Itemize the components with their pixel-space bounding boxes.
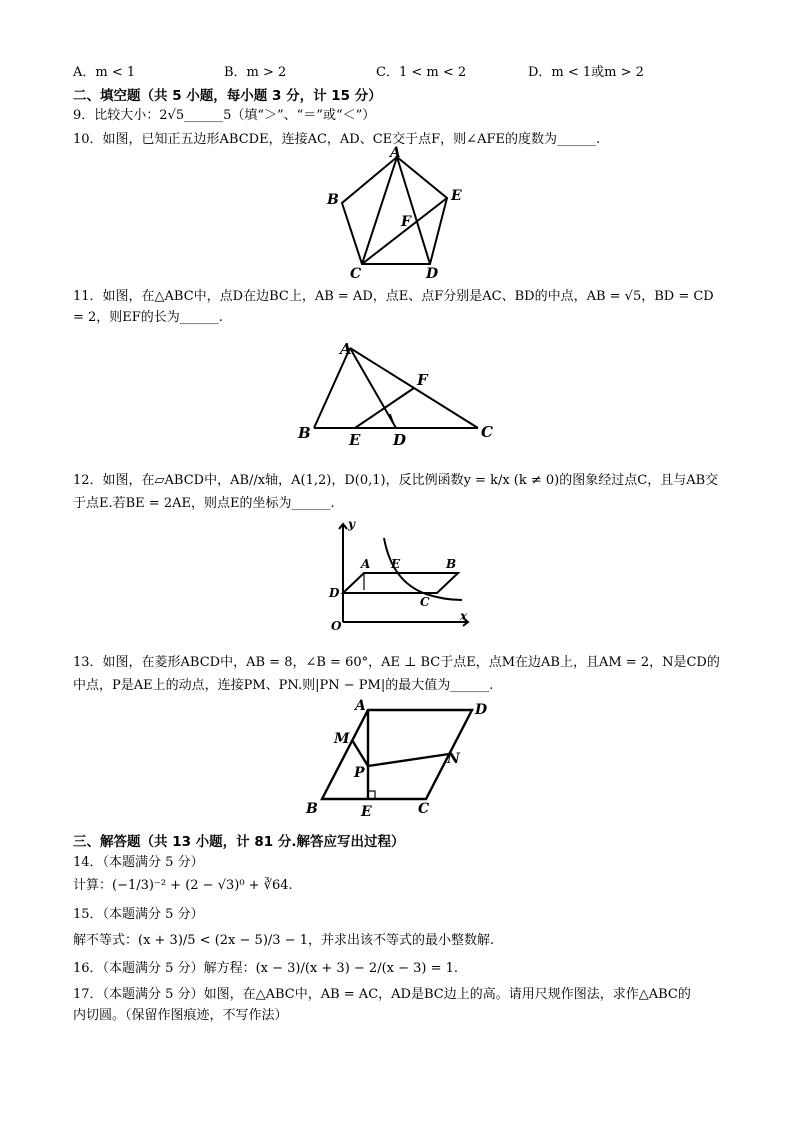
question-15-body: 解不等式：(x + 3)/5 < (2x − 5)/3 − 1，并求出该不等式的最小整数解.	[73, 933, 495, 948]
fig10-label-f: F	[401, 214, 411, 230]
fig12-label-c: C	[420, 595, 430, 609]
fig13-label-p: P	[354, 765, 365, 781]
option-a: A．m < 1	[73, 65, 136, 80]
fig11-label-d: D	[393, 431, 407, 448]
fig13-label-m: M	[334, 731, 350, 747]
question-16: 16．（本题满分 5 分）解方程：(x − 3)/(x + 3) − 2/(x − 3) = 1.	[73, 961, 459, 976]
fig12-label-e: E	[391, 557, 401, 571]
fig13-label-e: E	[361, 804, 372, 820]
fig12-label-b: B	[446, 557, 457, 571]
section-2-title: 二、填空题（共 5 小题，每小题 3 分，计 15 分）	[73, 88, 382, 104]
fig13-label-d: D	[475, 702, 488, 718]
fig10-label-c: C	[350, 266, 362, 282]
figure-q12-coordinate	[326, 516, 476, 638]
option-c: C．1 < m < 2	[376, 65, 467, 80]
fig12-label-o: O	[331, 619, 342, 633]
question-17-line-1: 17．（本题满分 5 分）如图，在△ABC中，AB = AC，AD是BC边上的高。请用尺规作图法，求作△ABC的	[73, 987, 691, 1002]
fig11-label-c: C	[481, 423, 493, 441]
fig11-label-f: F	[417, 371, 428, 389]
fig11-label-a: A	[340, 340, 352, 358]
fig10-label-b: B	[327, 192, 339, 208]
figure-q10-pentagon	[320, 143, 470, 283]
fig12-label-y: y	[348, 517, 355, 531]
fig12-label-x: x	[460, 609, 468, 623]
fig10-label-a: A	[390, 145, 401, 161]
option-d: D．m < 1或m > 2	[528, 65, 644, 80]
section-3-title: 三、解答题（共 13 小题，计 81 分.解答应写出过程）	[73, 834, 405, 850]
fig12-label-a: A	[361, 557, 371, 571]
question-14-header: 14．（本题满分 5 分）	[73, 855, 204, 870]
figure-q13-rhombus	[300, 697, 496, 821]
fig11-label-e: E	[349, 431, 361, 448]
question-11-line-1: 11．如图，在△ABC中，点D在边BC上，AB = AD，点E、点F分别是AC、BD的中点，AB = √5，BD = CD	[73, 289, 714, 304]
question-13-line-1: 13．如图，在菱形ABCD中，AB = 8，∠B = 60°，AE ⊥ BC于点E，点M在边AB上，且AM = 2，N是CD的	[73, 655, 720, 670]
question-10: 10．如图，已知正五边形ABCDE，连接AC，AD、CE交于点F，则∠AFE的度数为______.	[73, 132, 601, 147]
fig12-label-d: D	[329, 586, 340, 600]
fig13-label-n: N	[447, 751, 460, 767]
fig11-label-b: B	[298, 424, 311, 442]
question-12-line-1: 12．如图，在▱ABCD中，AB//x轴，A(1,2)，D(0,1)，反比例函数y = k/x (k ≠ 0)的图象经过点C，且与AB交	[73, 473, 719, 488]
fig13-label-b: B	[306, 801, 318, 817]
fig10-label-e: E	[451, 188, 462, 204]
figure-q11-triangle	[292, 336, 502, 448]
fig13-label-a: A	[355, 698, 366, 714]
fig13-label-c: C	[418, 801, 430, 817]
question-13-line-2: 中点，P是AE上的动点，连接PM、PN.则|PN − PM|的最大值为______.	[73, 678, 494, 693]
question-14-body: 计算：(−1/3)⁻² + (2 − √3)⁰ + ∛64.	[73, 878, 293, 893]
question-15-header: 15．（本题满分 5 分）	[73, 907, 204, 922]
question-12-line-2: 于点E.若BE = 2AE，则点E的坐标为______.	[73, 496, 335, 511]
fig10-label-d: D	[426, 266, 439, 282]
question-17-line-2: 内切圆。（保留作图痕迹，不写作法）	[73, 1008, 288, 1023]
question-9: 9．比较大小：2√5______5（填“＞”、“＝”或“＜”）	[73, 108, 376, 123]
question-11-line-2: = 2，则EF的长为______.	[73, 310, 223, 325]
option-b: B．m > 2	[224, 65, 287, 80]
